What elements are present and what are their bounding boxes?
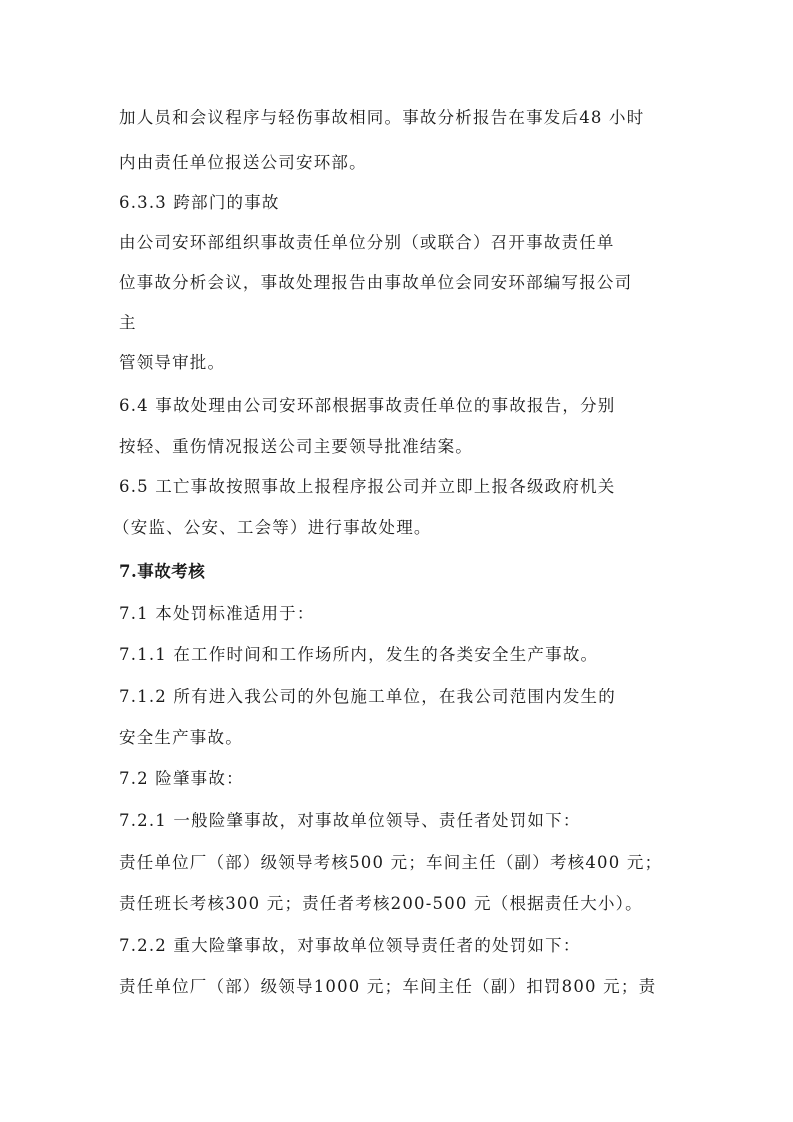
paragraph-line: 责任单位厂（部）级领导1000 元；车间主任（副）扣罚800 元；责: [119, 977, 657, 996]
paragraph-line: 主: [119, 313, 137, 332]
section-7-1-1: 7.1.1 在工作时间和工作场所内，发生的各类安全生产事故。: [119, 645, 599, 664]
paragraph-line: 按轻、重伤情况报送公司主要领导批准结案。: [119, 437, 473, 456]
section-7-1: 7.1 本处罚标准适用于：: [119, 604, 315, 623]
section-7-2: 7.2 险肇事故：: [119, 769, 244, 788]
paragraph-line: 内由责任单位报送公司安环部。: [119, 153, 367, 172]
section-6-5: 6.5 工亡事故按照事故上报程序报公司并立即上报各级政府机关: [119, 477, 616, 496]
paragraph-line: 加人员和会议程序与轻伤事故相同。事故分析报告在事发后48 小时: [119, 108, 645, 127]
paragraph-line: 位事故分析会议，事故处理报告由事故单位会同安环部编写报公司: [119, 273, 633, 292]
paragraph-line: 安全生产事故。: [119, 728, 243, 747]
paragraph-line: 管领导审批。: [119, 353, 226, 372]
section-6-4: 6.4 事故处理由公司安环部根据事故责任单位的事故报告，分别: [119, 396, 616, 415]
section-7-2-1: 7.2.1 一般险肇事故，对事故单位领导、责任者处罚如下：: [119, 811, 581, 830]
paragraph-line: 责任班长考核300 元；责任者考核200-500 元（根据责任大小）。: [119, 894, 643, 913]
paragraph-line: 责任单位厂（部）级领导考核500 元；车间主任（副）考核400 元；: [119, 853, 663, 872]
section-7-1-2: 7.1.2 所有进入我公司的外包施工单位，在我公司范围内发生的: [119, 687, 616, 706]
paragraph-line: （安监、公安、工会等）进行事故处理。: [113, 518, 432, 537]
section-heading-6-3-3: 6.3.3 跨部门的事故: [119, 193, 280, 212]
paragraph-line: 由公司安环部组织事故责任单位分别（或联合）召开事故责任单: [119, 233, 615, 252]
section-heading-7: 7.事故考核: [119, 562, 206, 581]
section-7-2-2: 7.2.2 重大险肇事故，对事故单位领导责任者的处罚如下：: [119, 936, 581, 955]
